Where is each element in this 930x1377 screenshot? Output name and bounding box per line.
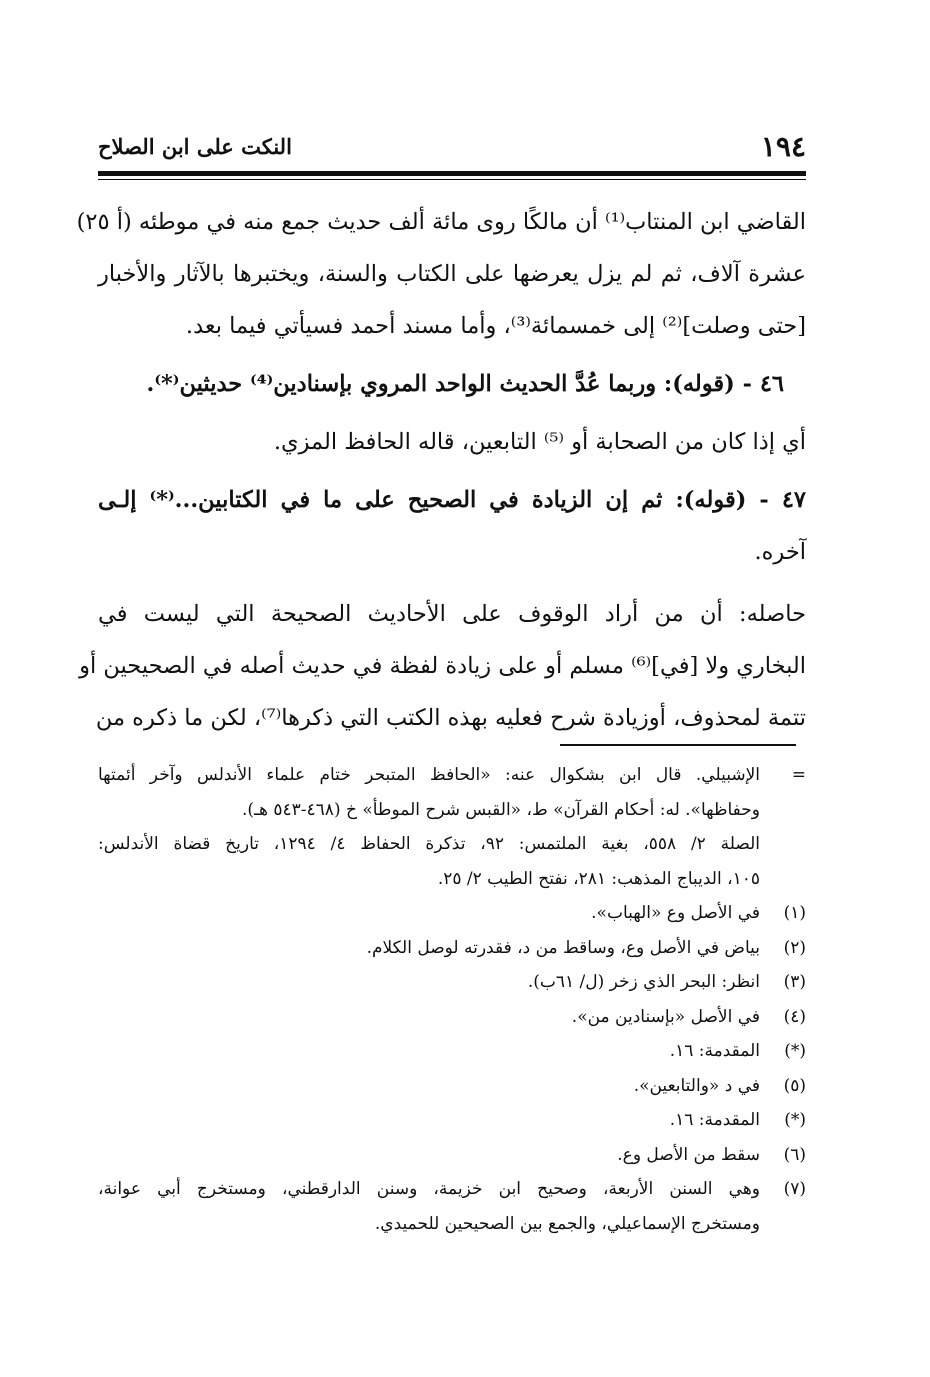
footnote-line: ومستخرج الإسماعيلي، والجمع بين الصحيحين للحميدي. bbox=[374, 1213, 760, 1234]
footnote-mark: (٤) bbox=[783, 1006, 806, 1027]
header-rule-thin bbox=[98, 179, 806, 180]
footnote-line: الصلة ٢/ ٥٥٨، بغية الملتمس: ٩٢، تذكرة الحفاظ ٤/ ١٢٩٤، تاريخ قضاة الأندلس: bbox=[98, 834, 760, 854]
footnote-line: وهي السنن الأربعة، وصحيح ابن خزيمة، وسنن الدارقطني، ومستخرج أبي عوانة، bbox=[98, 1179, 760, 1199]
text-line: آخره. bbox=[754, 539, 806, 565]
footnote bbox=[98, 1034, 806, 1069]
page-header bbox=[98, 128, 806, 164]
footnote-line: ١٠٥، الديباج المذهب: ٢٨١، نفتح الطيب ٢/ ٢٥. bbox=[437, 868, 760, 889]
footnote bbox=[98, 965, 806, 1000]
footnote bbox=[98, 1069, 806, 1104]
header-rule-thick bbox=[98, 171, 806, 176]
footnote-line: في الأصل «بإسنادين من». bbox=[571, 1006, 760, 1027]
text-line: عشرة آلاف، ثم لم يزل يعرضها على الكتاب والسنة، ويختبرها بالآثار والأخبار bbox=[98, 261, 806, 287]
footnote bbox=[98, 1172, 806, 1241]
footnote-mark: (*) bbox=[784, 1110, 806, 1130]
footnote-mark: (٣) bbox=[783, 972, 806, 992]
footnote-line: سقط من الأصل وع. bbox=[617, 1144, 760, 1165]
footnote-line: المقدمة: ١٦. bbox=[669, 1041, 760, 1061]
footnote-mark: (٧) bbox=[783, 1179, 806, 1199]
footnote-continued bbox=[98, 758, 806, 896]
footnote-separator bbox=[560, 744, 796, 746]
main-text bbox=[76, 196, 806, 744]
page-number: ١٩٤ bbox=[760, 130, 806, 163]
footnote-line: الإشبيلي. قال ابن بشكوال عنه: «الحافظ المتبحر ختام علماء الأندلس وآخر أئمتها bbox=[98, 765, 760, 785]
running-title: النكت على ابن الصلاح bbox=[98, 134, 292, 159]
footnote-mark: = bbox=[791, 765, 806, 785]
footnote-mark: (*) bbox=[784, 1041, 806, 1061]
footnotes bbox=[98, 758, 806, 1241]
footnote-mark: (٦) bbox=[783, 1144, 806, 1165]
footnote-line: وحفاظها». له: أحكام القرآن» ط، «القبس شرح الموطأ» خ (٤٦٨-٥٤٣ هـ). bbox=[241, 799, 760, 820]
text-line: حاصله: أن من أراد الوقوف على الأحاديث الصحيحة التي ليست في bbox=[98, 601, 806, 627]
text-line: القاضي ابن المنتاب⁽¹⁾ أن مالكًا روى مائة ألف حديث جمع منه في موطئه (أ ٢٥) bbox=[76, 209, 806, 235]
section-47-heading: ٤٧ - (قوله): ثم إن الزيادة في الصحيح على ما في الكتابين...⁽*⁾ إلـى bbox=[98, 487, 806, 513]
footnote-line: المقدمة: ١٦. bbox=[669, 1110, 760, 1130]
section-46-heading: ٤٦ - (قوله): وربما عُدَّ الحديث الواحد المروي بإسنادين⁽⁴⁾ حديثين⁽*⁾. bbox=[146, 371, 784, 397]
footnote-line: في الأصل وع «الهباب». bbox=[591, 903, 760, 923]
footnote-line: بياض في الأصل وع، وساقط من د، فقدرته لوصل الكلام. bbox=[366, 937, 760, 958]
footnote bbox=[98, 896, 806, 931]
text-line: [حتى وصلت]⁽²⁾ إلى خمسمائة⁽³⁾، وأما مسند أحمد فسيأتي فيما بعد. bbox=[185, 313, 806, 339]
footnote bbox=[98, 1138, 806, 1173]
text-line: تتمة لمحذوف، أوزيادة شرح فعليه بهذه الكتب التي ذكرها⁽⁷⁾، لكن ما ذكره من bbox=[95, 705, 806, 731]
text-line: البخاري ولا [في]⁽⁶⁾ مسلم أو على زيادة لفظة في حديث أصله في الصحيحين أو bbox=[79, 653, 806, 679]
footnote bbox=[98, 1103, 806, 1138]
footnote-mark: (٢) bbox=[783, 937, 806, 958]
footnote-line: انظر: البحر الذي زخر (ل/ ٦١ب). bbox=[527, 972, 760, 992]
section-46-comment: أي إذا كان من الصحابة أو ⁽⁵⁾ التابعين، قاله الحافظ المزي. bbox=[273, 429, 806, 455]
footnote-line: في د «والتابعين». bbox=[633, 1075, 760, 1096]
footnote bbox=[98, 931, 806, 966]
footnote-mark: (١) bbox=[783, 903, 806, 923]
footnote-mark: (٥) bbox=[783, 1075, 806, 1096]
footnote bbox=[98, 1000, 806, 1035]
